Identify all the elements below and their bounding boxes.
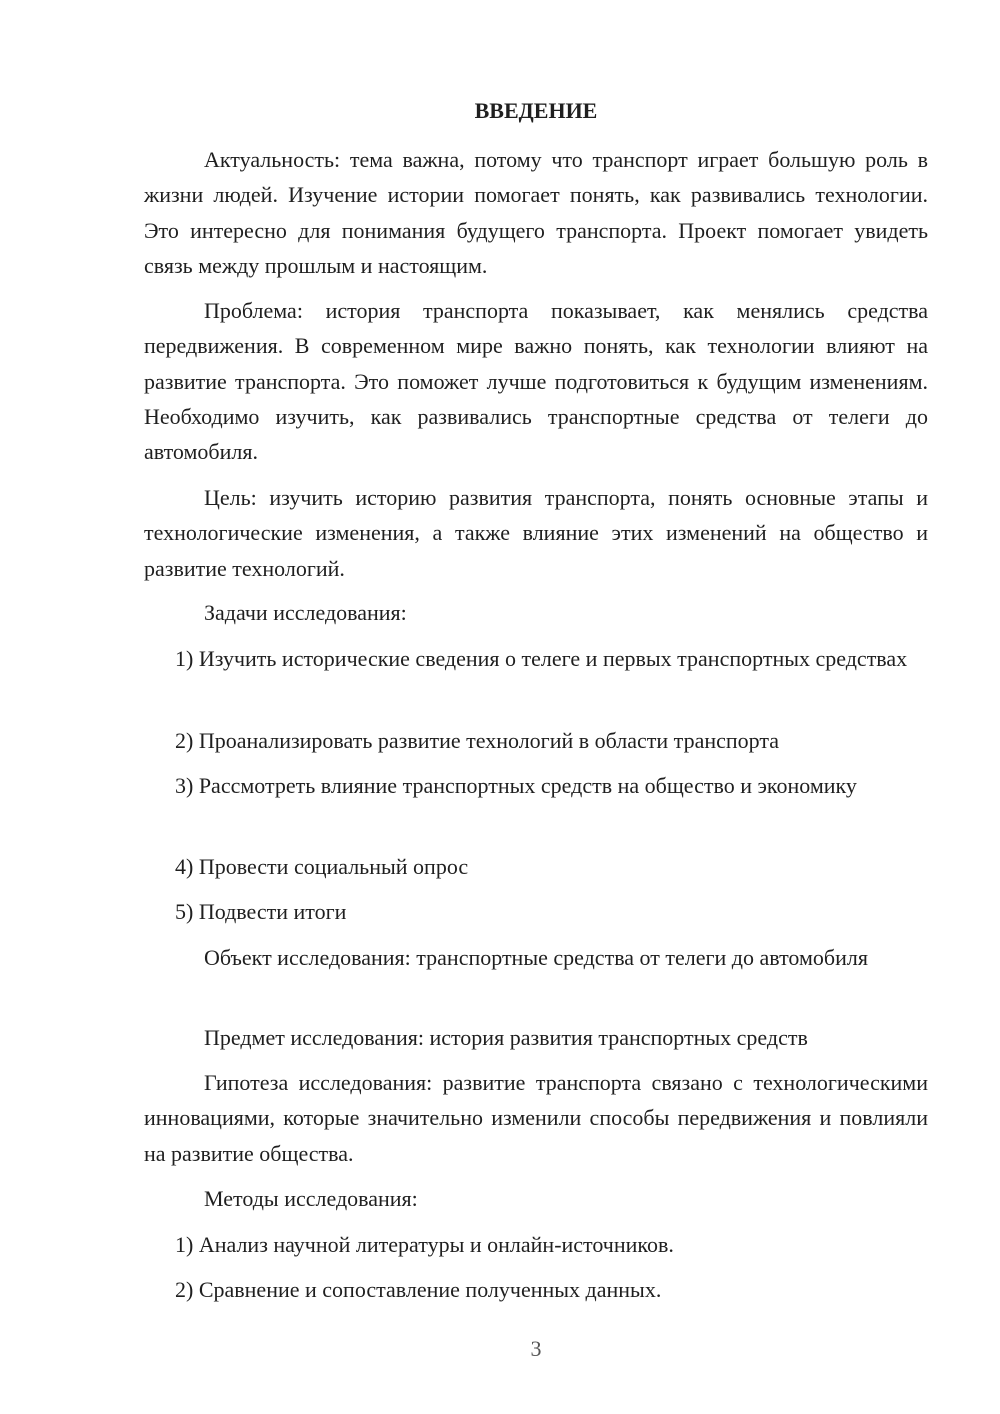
object-paragraph: Объект исследования: транспортные средства от телеги до автомобиля [204, 945, 868, 970]
problem-paragraph: Проблема: история транспорта показывает, как менялись средства передвижения. В современном мире важно понять, как технологии влияют на развитие транспорта. Это поможет лучше подготовиться к будущим изменениям. Необходимо изучить, как развивались транспортные средства от телеги до автомобиля. [144, 298, 928, 465]
section-title: ВВЕДЕНИЕ [474, 98, 598, 123]
task-item-3: 3) Рассмотреть влияние транспортных средств на общество и экономику [175, 773, 857, 798]
tasks-heading: Задачи исследования: [204, 600, 407, 625]
page-number: 3 [530, 1336, 542, 1361]
task-item-1: 1) Изучить исторические сведения о телеге и первых транспортных средствах [175, 646, 908, 671]
relevance-paragraph: Актуальность: тема важна, потому что транспорт играет большую роль в жизни людей. Изучение истории помогает понять, как развивались технологии. Это интересно для понимания будущего транспорта. Проект помогает увидеть связь между прошлым и настоящим. [144, 147, 928, 278]
task-item-4: 4) Провести социальный опрос [175, 854, 469, 879]
methods-heading: Методы исследования: [204, 1186, 418, 1211]
method-item-2: 2) Сравнение и сопоставление полученных данных. [175, 1277, 662, 1302]
task-item-5: 5) Подвести итоги [175, 899, 347, 924]
task-item-2: 2) Проанализировать развитие технологий в области транспорта [175, 728, 780, 753]
hypothesis-paragraph: Гипотеза исследования: развитие транспорта связано с технологическими инновациями, которые значительно изменили способы передвижения и повлияли на развитие общества. [144, 1070, 928, 1166]
method-item-1: 1) Анализ научной литературы и онлайн-источников. [175, 1232, 674, 1257]
subject-paragraph: Предмет исследования: история развития транспортных средств [204, 1025, 808, 1050]
goal-paragraph: Цель: изучить историю развития транспорта, понять основные этапы и технологические изменения, а также влияние этих изменений на общество и развитие технологий. [144, 485, 928, 581]
